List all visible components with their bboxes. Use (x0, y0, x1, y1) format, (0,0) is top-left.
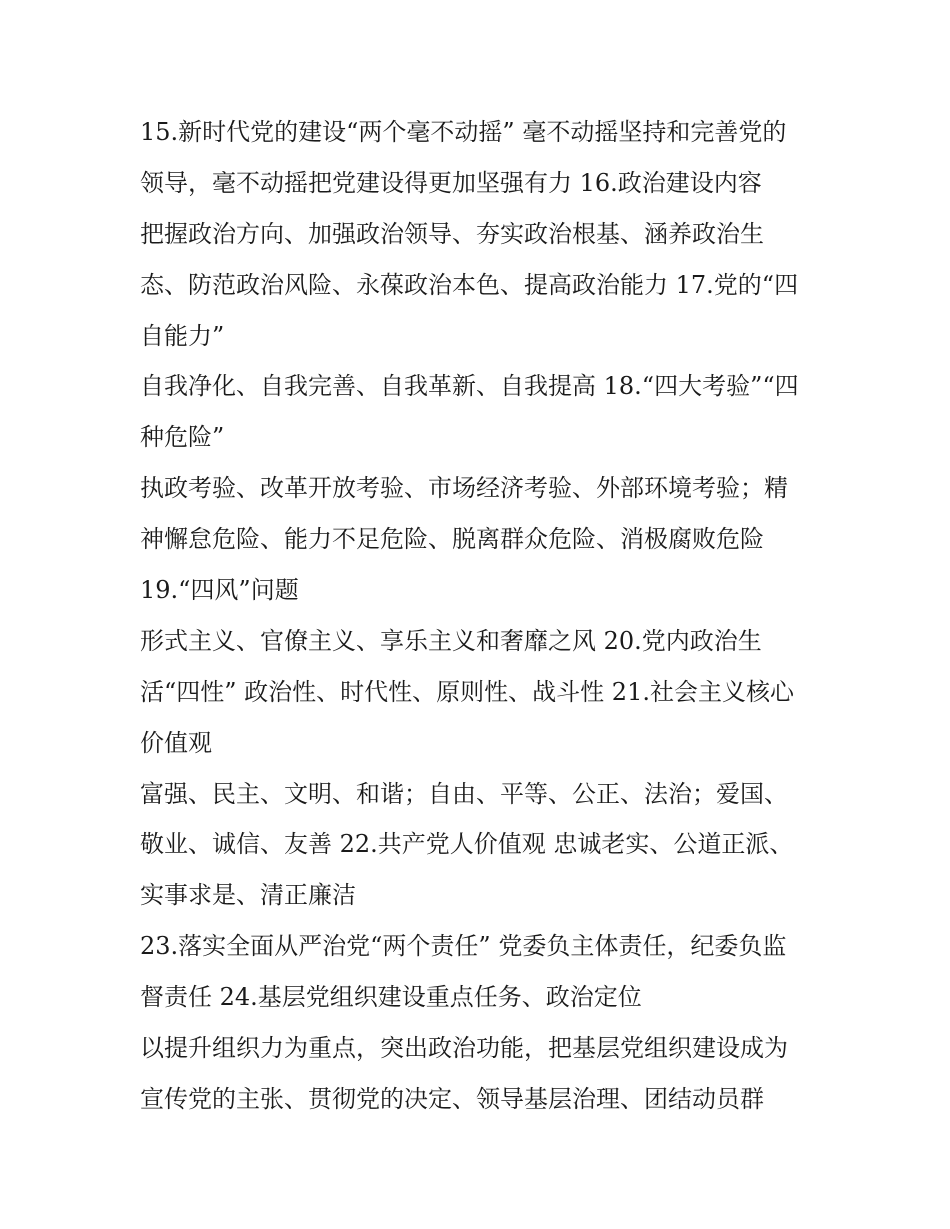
text-line-14: 富强、民主、文明、和谐；自由、平等、公正、法治；爱国、 (140, 779, 788, 808)
text-line-6: 自我净化、自我完善、自我革新、自我提高 18.“四大考验”“四 (140, 372, 799, 401)
text-line-8: 执政考验、改革开放考验、市场经济考验、外部环境考验；精 (140, 474, 788, 503)
text-line-13: 价值观 (140, 728, 212, 757)
text-line-10: 19.“四风”问题 (140, 576, 299, 605)
text-line-5: 自能力” (140, 321, 225, 350)
text-line-18: 督责任 24.基层党组织建设重点任务、政治定位 (140, 983, 642, 1012)
text-line-11: 形式主义、官僚主义、享乐主义和奢靡之风 20.党内政治生 (140, 626, 762, 655)
text-line-17: 23.落实全面从严治党“两个责任” 党委负主体责任，纪委负监 (140, 932, 787, 961)
text-line-2: 领导，毫不动摇把党建设得更加坚强有力 16.政治建设内容 (140, 168, 762, 197)
text-line-20: 宣传党的主张、贯彻党的决定、领导基层治理、团结动员群 (140, 1084, 764, 1113)
text-line-19: 以提升组织力为重点，突出政治功能，把基层党组织建设成为 (140, 1034, 788, 1063)
text-line-15: 敬业、诚信、友善 22.共产党人价值观 忠诚老实、公道正派、 (140, 830, 794, 859)
text-line-12: 活“四性” 政治性、时代性、原则性、战斗性 21.社会主义核心 (140, 677, 794, 706)
text-line-3: 把握政治方向、加强政治领导、夯实政治根基、涵养政治生 (140, 219, 764, 248)
document-body (140, 107, 830, 1125)
text-line-9: 神懈怠危险、能力不足危险、脱离群众危险、消极腐败危险 (140, 525, 764, 554)
text-line-1: 15.新时代党的建设“两个毫不动摇” 毫不动摇坚持和完善党的 (140, 118, 787, 146)
text-line-4: 态、防范政治风险、永葆政治本色、提高政治能力 17.党的“四 (140, 270, 799, 299)
text-line-16: 实事求是、清正廉洁 (140, 881, 356, 910)
text-line-7: 种危险” (140, 423, 225, 452)
